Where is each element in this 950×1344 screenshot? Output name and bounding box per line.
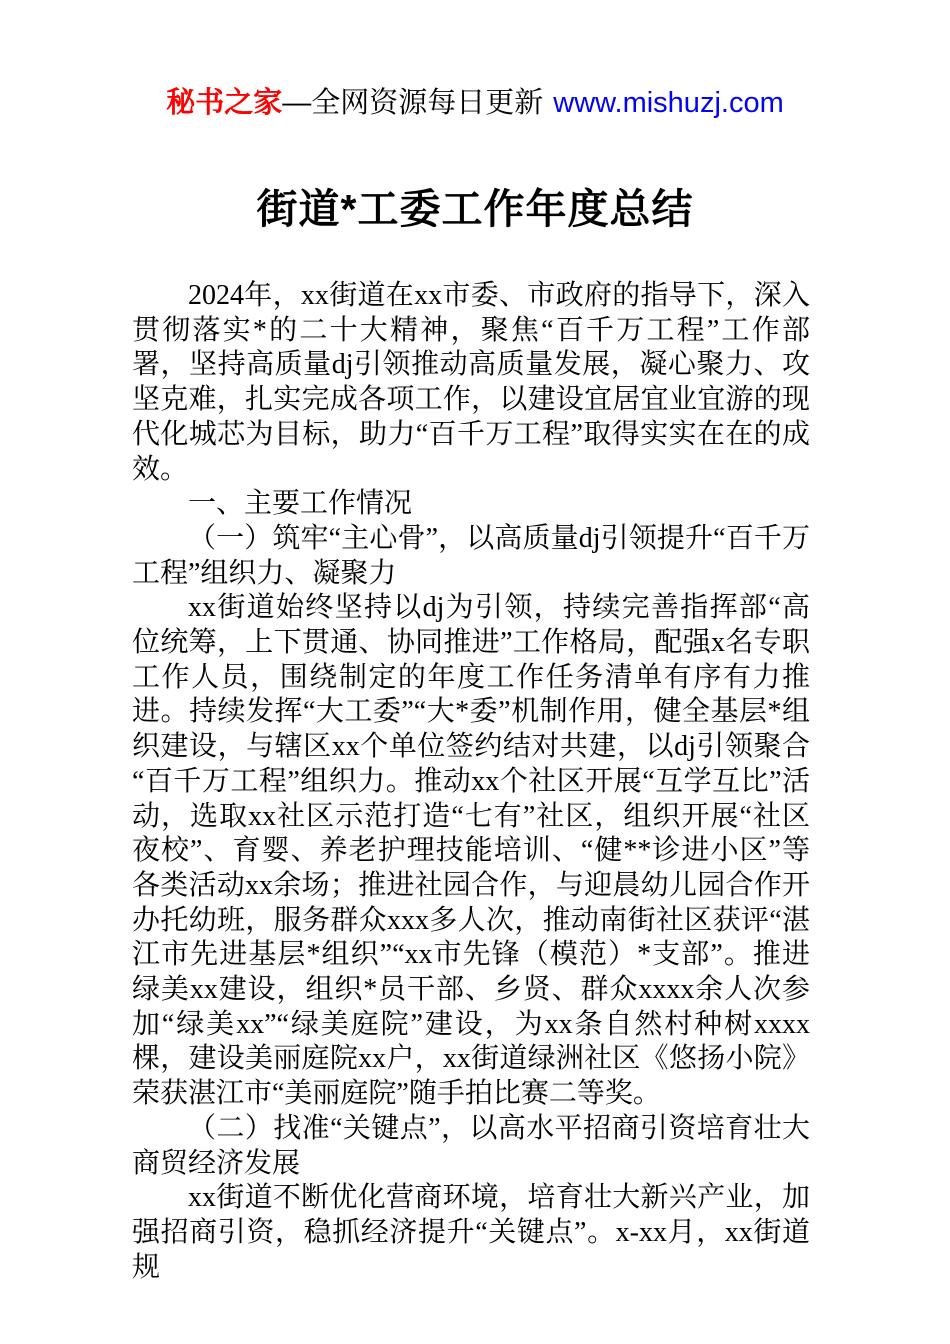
page-title: 街道*工委工作年度总结 [256, 186, 694, 232]
site-url-link[interactable]: www.mishuzj.com [553, 87, 784, 119]
paragraph-intro: 2024年，xx街道在xx市委、市政府的指导下，深入贯彻落实*的二十大精神，聚焦“百千万工程”工作部署，坚持高质量dj引领推动高质量发展，凝心聚力、攻坚克难，扎实完成各项工作，以建设宜居宜业宜游的现代化城芯为目标，助力“百千万工程”取得实实在在的成效。 [132, 280, 810, 485]
site-brand: 秘书之家 [166, 87, 283, 119]
paragraph-section-1-body: xx街道始终坚持以dj为引领，持续完善指挥部“高位统筹，上下贯通、协同推进”工作格局，配强x名专职工作人员，围绕制定的年度工作任务清单有序有力推进。持续发挥“大工委”“大*委”机制作用，健全基层*组织建设，与辖区xx个单位签约结对共建，以dj引领聚合“百千万工程”组织力。推动xx个社区开展“互学互比”活动，选取xx社区示范打造“七有”社区，组织开展“社区夜校”、育婴、养老护理技能培训、“健**诊进小区”等各类活动xx余场；推进社园合作，与迎晨幼儿园合作开办托幼班，服务群众xxx多人次，推动南街社区获评“湛江市先进基层*组织”“xx市先锋（模范）*支部”。推进绿美xx建设，组织*员干部、乡贤、群众xxxx余人次参加“绿美xx”“绿美庭院”建设，为xx条自然村种树xxxx棵，建设美丽庭院xx户，xx街道绿洲社区《悠扬小院》荣获湛江市“美丽庭院”随手拍比赛二等奖。 [132, 592, 810, 1110]
site-header [0, 84, 950, 122]
document-body [132, 279, 810, 1285]
section-heading-main-work: 一、主要工作情况 [188, 488, 413, 520]
paragraph-section-2-body: xx街道不断优化营商环境，培育壮大新兴产业，加强招商引资，稳抓经济提升“关键点”。x-xx月，xx街道规 [132, 1182, 810, 1283]
subsection-heading-2: （二）找准“关键点”，以高水平招商引资培育壮大商贸经济发展 [132, 1112, 810, 1179]
subsection-heading-1: （一）筑牢“主心骨”，以高质量dj引领提升“百千万工程”组织力、凝聚力 [132, 522, 810, 589]
site-tagline: —全网资源每日更新 [282, 87, 544, 119]
